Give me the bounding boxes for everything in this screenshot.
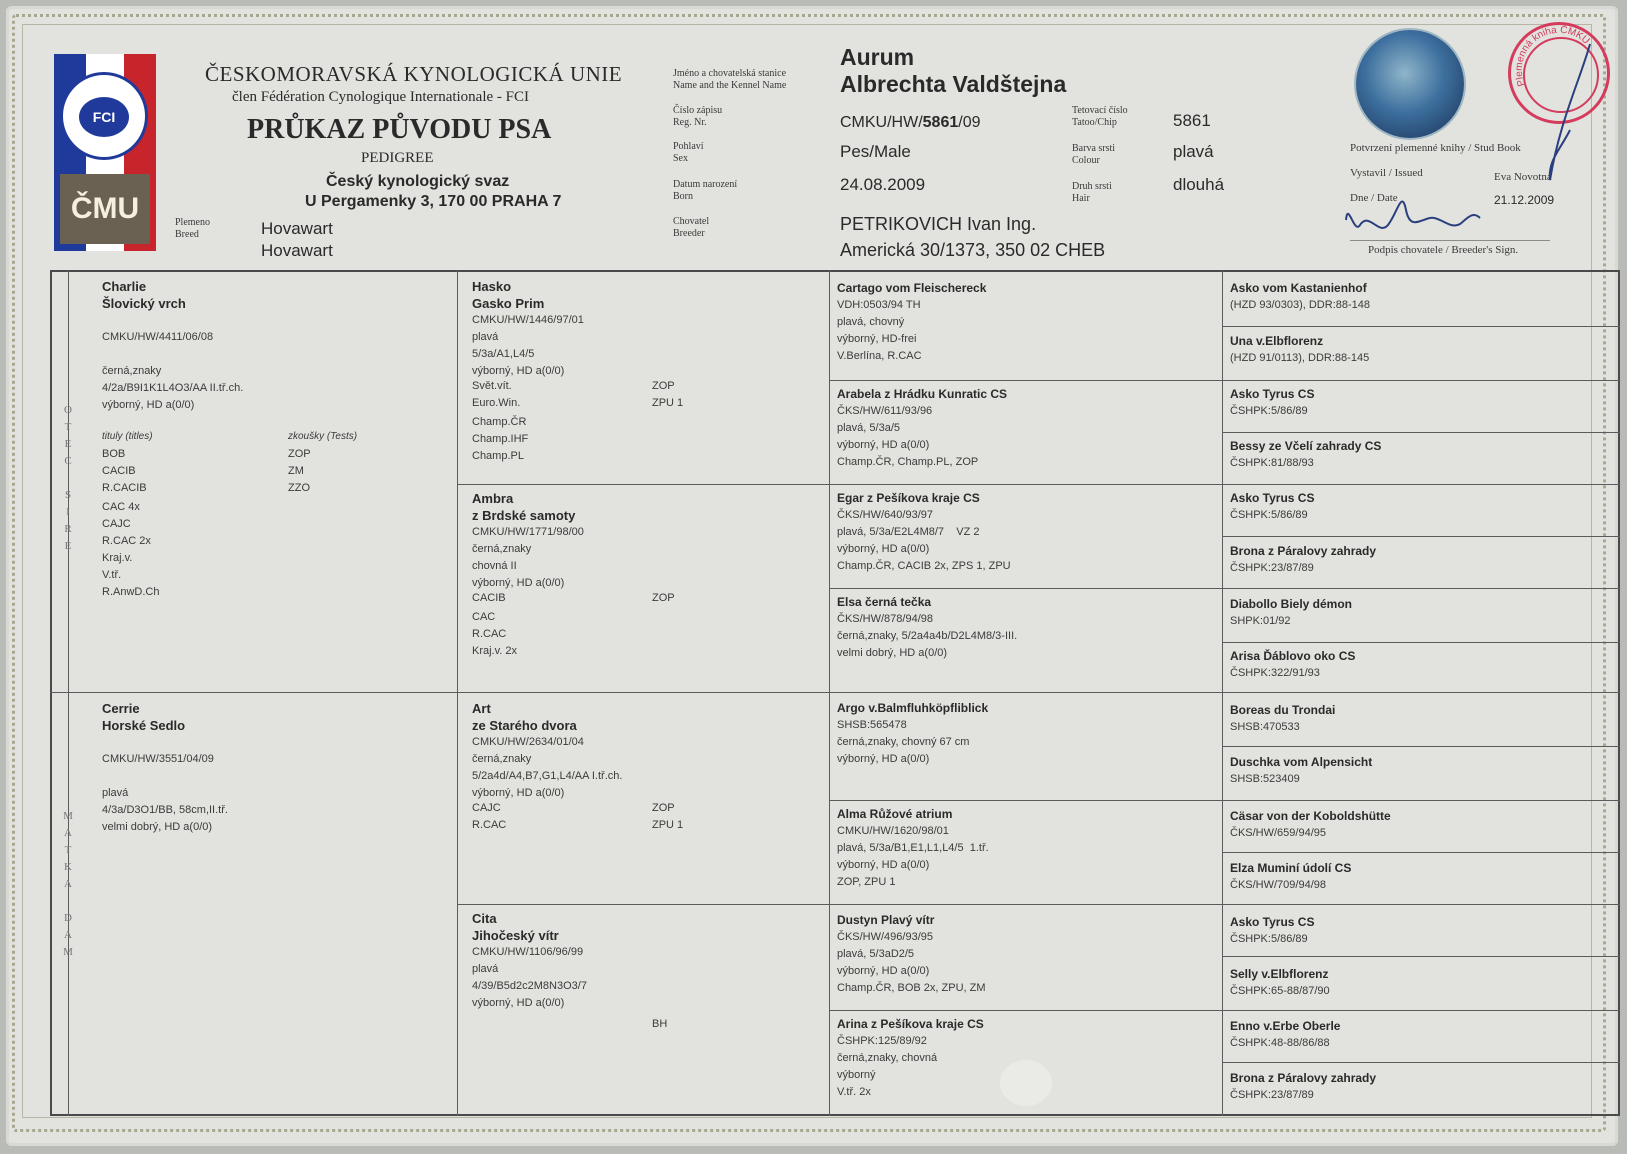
grandparent-line: CMKU/HW/1446/97/01 [472, 314, 584, 326]
dam-letter: K [64, 861, 72, 873]
dam-side-label [60, 808, 76, 961]
great-grandparent-name: Dustyn Plavý vítr [837, 913, 935, 927]
gen4-line: ČSHPK:65-88/87/90 [1230, 985, 1330, 997]
great-grandparent-line: černá,znaky, chovná [837, 1052, 938, 1064]
signature-label: Podpis chovatele / Breeder's Sign. [1368, 244, 1519, 256]
great-grandparent-cell [837, 490, 1217, 575]
title-item: CACIB [102, 465, 136, 477]
breeder-address: Americká 30/1373, 350 02 CHEB [840, 240, 1106, 260]
dog-name-line1: Aurum [840, 44, 915, 70]
great-grandparent-line: ČSHPK:125/89/92 [837, 1035, 927, 1047]
dam-letter: T [64, 844, 72, 856]
spacer [102, 768, 452, 785]
sire-reg: CMKU/HW/4411/06/08 [102, 331, 214, 343]
breed-label-en: Breed [175, 229, 199, 240]
gen4-name: Asko Tyrus CS [1230, 491, 1315, 505]
table-row-divider [829, 588, 1620, 589]
sex-label-en: Sex [673, 153, 688, 164]
gen4-cell [1230, 280, 1370, 314]
tattoo-value: 5861 [1173, 111, 1211, 130]
gen4-cell [1230, 438, 1381, 472]
breeder-name: PETRIKOVICH Ivan Ing. [840, 214, 1037, 234]
grandparent-kennel: Gasko Prim [472, 296, 545, 311]
great-grandparent-line: výborný, HD a(0/0) [837, 859, 930, 871]
great-grandparent-line: ČKS/HW/611/93/96 [837, 405, 933, 417]
sire-side-label [60, 402, 76, 555]
sire-letter: E [64, 438, 72, 450]
gen4-name: Asko Tyrus CS [1230, 915, 1315, 929]
dam-letter: M [63, 946, 73, 958]
table-row-divider [50, 692, 1620, 693]
dam-cell [102, 700, 452, 836]
grandparent-line: CMKU/HW/1106/96/99 [472, 946, 584, 958]
great-grandparent-name: Alma Růžové atrium [837, 807, 953, 821]
great-grandparent-line: Champ.ČR, Champ.PL, ZOP [837, 456, 979, 468]
gen4-name: Selly v.Elbflorenz [1230, 967, 1329, 981]
sire-letter: E [64, 540, 72, 552]
dam-letter: D [64, 912, 72, 924]
gen4-cell [1230, 914, 1314, 948]
great-grandparent-line: V.Berlína, R.CAC [837, 350, 922, 362]
grandparent-cell [472, 910, 822, 1035]
gen4-cell [1230, 702, 1335, 736]
great-grandparent-line: výborný, HD-frei [837, 333, 917, 345]
dam-letter-gap [60, 893, 76, 910]
tests-header: zkoušky (Tests) [288, 431, 358, 442]
gen4-name: Diabollo Biely démon [1230, 597, 1353, 611]
title-item: Champ.PL [472, 450, 524, 462]
title-item: CAC 4x [102, 501, 140, 513]
great-grandparent-line: ZOP, ZPU 1 [837, 876, 896, 888]
gen4-line: SHSB:523409 [1230, 773, 1300, 785]
great-grandparent-line: CMKU/HW/1620/98/01 [837, 825, 949, 837]
org-member: člen Fédération Cynologique Internationale - FCI [232, 89, 530, 105]
grandparent-line: výborný, HD a(0/0) [472, 787, 565, 799]
table-col-divider [1222, 270, 1223, 1116]
test-item: ZM [288, 465, 304, 477]
tattoo-label-cz: Tetovací číslo [1072, 105, 1128, 116]
gen4-cell [1230, 333, 1369, 367]
reg-suffix: /09 [958, 114, 981, 131]
great-grandparent-line: plavá, 5/3a/5 [837, 422, 900, 434]
doc-subtitle: PEDIGREE [361, 150, 434, 166]
grandparent-line: výborný, HD a(0/0) [472, 365, 565, 377]
sire-letter: S [64, 489, 72, 501]
breed-label-cz: Plemeno [175, 217, 210, 228]
title-item: Euro.Win. [472, 397, 521, 409]
grandparent-name: Hasko [472, 279, 512, 294]
issued-label: Vystavil / Issued [1350, 167, 1423, 179]
great-grandparent-line: ČKS/HW/878/94/98 [837, 613, 933, 625]
great-grandparent-line: výborný [837, 1069, 876, 1081]
sire-letter: O [64, 404, 72, 416]
association-name: Český kynologický svaz [326, 173, 510, 190]
gen4-cell [1230, 596, 1352, 630]
grandparent-line: černá,znaky [472, 753, 532, 765]
title-row [472, 1018, 822, 1035]
gen4-line: ČSHPK:81/88/93 [1230, 457, 1314, 469]
test-item: ZPU 1 [652, 819, 684, 831]
reg-label-cz: Číslo zápisu [673, 105, 723, 116]
breeder-signature-icon [1340, 180, 1500, 260]
issued-by: Eva Novotná [1494, 171, 1552, 183]
sire-line: 4/2a/B9I1K1L4O3/AA II.tř.ch. [102, 382, 244, 394]
gen4-line: ČSHPK:5/86/89 [1230, 509, 1308, 521]
great-grandparent-line: Champ.ČR, BOB 2x, ZPU, ZM [837, 982, 986, 994]
great-grandparent-line: V.tř. 2x [837, 1086, 871, 1098]
title-row [472, 802, 822, 819]
great-grandparent-line: výborný, HD a(0/0) [837, 543, 930, 555]
dam-line: plavá [102, 787, 129, 799]
title-item: Kraj.v. [102, 552, 133, 564]
great-grandparent-line: ČKS/HW/496/93/95 [837, 931, 933, 943]
great-grandparent-line: plavá, 5/3a/E2L4M8/7 VZ 2 [837, 526, 980, 538]
stamp-text: Plemenná kniha ČMKU [1513, 25, 1592, 88]
title-row [102, 448, 452, 465]
title-item: CAJC [102, 518, 131, 530]
table-row-divider [1222, 536, 1620, 537]
sire-cell [102, 278, 452, 601]
title-row [472, 380, 822, 397]
title-item: CACIB [472, 592, 506, 604]
great-grandparent-line: plavá, 5/3aD2/5 [837, 948, 915, 960]
great-grandparent-line: VDH:0503/94 TH [837, 299, 921, 311]
great-grandparent-line: výborný, HD a(0/0) [837, 439, 930, 451]
gen4-name: Enno v.Erbe Oberle [1230, 1019, 1341, 1033]
great-grandparent-cell [837, 594, 1217, 662]
breed-value-en: Hovawart [261, 241, 333, 260]
hair-value: dlouhá [1173, 175, 1225, 194]
table-row-divider [1222, 642, 1620, 643]
great-grandparent-line: ČKS/HW/640/93/97 [837, 509, 933, 521]
table-col-divider [457, 270, 458, 1116]
stud-book-title: Potvrzení plemenné knihy / Stud Book [1350, 142, 1521, 154]
sire-letter: C [64, 455, 72, 467]
dam-kennel: Horské Sedlo [102, 718, 186, 733]
gen4-name: Asko vom Kastanienhof [1230, 281, 1367, 295]
hologram-seal-icon [1356, 30, 1464, 138]
sire-letter: R [64, 523, 72, 535]
breeder-label-cz: Chovatel [673, 216, 710, 227]
great-grandparent-cell [837, 280, 1217, 365]
spacer [102, 414, 452, 431]
dam-line: velmi dobrý, HD a(0/0) [102, 821, 213, 833]
born-label-cz: Datum narození [673, 179, 738, 190]
grandparent-line: plavá [472, 963, 499, 975]
sire-name: Charlie [102, 279, 147, 294]
born-label-en: Born [673, 191, 693, 202]
great-grandparent-line: velmi dobrý, HD a(0/0) [837, 647, 948, 659]
grandparent-line: 4/39/B5d2c2M8N3O3/7 [472, 980, 587, 992]
title-item: R.AnwD.Ch [102, 586, 160, 598]
great-grandparent-name: Cartago vom Fleischereck [837, 281, 987, 295]
colour-label-cz: Barva srsti [1072, 143, 1116, 154]
title-item: Kraj.v. 2x [472, 645, 518, 657]
table-col-divider [68, 270, 69, 1116]
sex-value: Pes/Male [840, 142, 911, 161]
gen4-name: Una v.Elbflorenz [1230, 334, 1324, 348]
grandparent-line: chovná II [472, 560, 517, 572]
table-row-divider [829, 380, 1620, 381]
sire-letter: I [66, 506, 70, 518]
title-row [102, 482, 452, 499]
great-grandparent-cell [837, 912, 1217, 997]
grandparent-line: výborný, HD a(0/0) [472, 577, 565, 589]
breeder-label-en: Breeder [673, 228, 705, 239]
title-row [102, 465, 452, 482]
table-row-divider [1222, 746, 1620, 747]
test-item: ZOP [652, 380, 675, 392]
reg-number [840, 114, 981, 132]
date-value: 21.12.2009 [1494, 193, 1555, 207]
title-row [472, 592, 822, 609]
dam-reg: CMKU/HW/3551/04/09 [102, 753, 214, 765]
gen4-cell [1230, 543, 1376, 577]
table-row-divider [1222, 432, 1620, 433]
great-grandparent-line: výborný, HD a(0/0) [837, 965, 930, 977]
great-grandparent-line: černá,znaky, chovný 67 cm [837, 736, 970, 748]
cmu-fci-logo [54, 54, 156, 251]
gen4-name: Boreas du Trondai [1230, 703, 1336, 717]
gen4-cell [1230, 808, 1391, 842]
sex-label-cz: Pohlaví [673, 141, 704, 152]
title-item: Champ.ČR [472, 416, 527, 428]
test-item: ZOP [288, 448, 311, 460]
great-grandparent-line: SHSB:565478 [837, 719, 907, 731]
table-row-divider [1222, 326, 1620, 327]
gen4-name: Bessy ze Včelí zahrady CS [1230, 439, 1382, 453]
reg-label-en: Reg. Nr. [673, 117, 707, 128]
dam-letter: M [63, 810, 73, 822]
gen4-cell [1230, 490, 1314, 524]
spacer [102, 346, 452, 363]
grandparent-line: černá,znaky [472, 543, 532, 555]
gen4-line: ČSHPK:5/86/89 [1230, 933, 1308, 945]
grandparent-cell [472, 278, 822, 465]
title-row [472, 397, 822, 414]
dog-name-line2: Albrechta Valdštejna [840, 71, 1067, 97]
great-grandparent-name: Arabela z Hrádku Kunratic CS [837, 387, 1008, 401]
title-item: Svět.vít. [472, 380, 512, 392]
gen4-line: (HZD 93/0303), DDR:88-148 [1230, 299, 1371, 311]
great-grandparent-cell [837, 386, 1217, 471]
title-item: R.CAC [472, 628, 507, 640]
grandparent-kennel: Jihočeský vítr [472, 928, 559, 943]
grandparent-line: 5/2a4d/A4,B7,G1,L4/AA I.tř.ch. [472, 770, 623, 782]
great-grandparent-line: plavá, 5/3a/B1,E1,L1,L4/5 1.tř. [837, 842, 989, 854]
gen4-name: Brona z Páralovy zahrady [1230, 544, 1377, 558]
gen4-line: ČSHPK:23/87/89 [1230, 562, 1314, 574]
sire-letter: T [64, 421, 72, 433]
test-item: ZOP [652, 802, 675, 814]
title-item: R.CACIB [102, 482, 147, 494]
titles-header: tituly (titles) [102, 431, 153, 442]
great-grandparent-line: výborný, HD a(0/0) [837, 753, 930, 765]
dam-name: Cerrie [102, 701, 140, 716]
title-item: CAC [472, 611, 496, 623]
test-item: ZZO [288, 482, 310, 494]
gen4-line: ČKS/HW/709/94/98 [1230, 879, 1326, 891]
dam-letter: A [64, 929, 72, 941]
title-item: BOB [102, 448, 126, 460]
born-value: 24.08.2009 [840, 175, 926, 194]
great-grandparent-line: plavá, chovný [837, 316, 905, 328]
grandparent-line: výborný, HD a(0/0) [472, 997, 565, 1009]
name-label-cz: Jméno a chovatelská stanice [673, 68, 787, 79]
reg-number-bold: 5861 [922, 114, 959, 131]
gen4-cell [1230, 966, 1330, 1000]
gen4-name: Asko Tyrus CS [1230, 387, 1315, 401]
sire-line: černá,znaky [102, 365, 162, 377]
doc-title: PRŮKAZ PŮVODU PSA [247, 114, 552, 145]
great-grandparent-line: Champ.ČR, CACIB 2x, ZPS 1, ZPU [837, 560, 1011, 572]
title-item: R.CAC [472, 819, 507, 831]
gen4-cell [1230, 1018, 1340, 1052]
great-grandparent-name: Arina z Pešíkova kraje CS [837, 1017, 984, 1031]
grandparent-line: 5/3a/A1,L4/5 [472, 348, 535, 360]
table-row-divider [1222, 1062, 1620, 1063]
colour-label-en: Colour [1072, 155, 1100, 166]
table-row-divider [457, 904, 1620, 905]
grandparent-line: CMKU/HW/1771/98/00 [472, 526, 584, 538]
title-item: Champ.IHF [472, 433, 529, 445]
gen4-cell [1230, 648, 1355, 682]
gen4-name: Elza Muminí údolí CS [1230, 861, 1352, 875]
gen4-line: SHSB:470533 [1230, 721, 1300, 733]
table-col-divider [829, 270, 830, 1116]
table-row-divider [1222, 956, 1620, 957]
gen4-line: ČSHPK:23/87/89 [1230, 1089, 1314, 1101]
fci-emblem [60, 72, 148, 160]
dam-letter: A [64, 827, 72, 839]
table-row-divider [457, 484, 1620, 485]
gen4-line: ČSHPK:5/86/89 [1230, 405, 1308, 417]
gen4-line: ČSHPK:322/91/93 [1230, 667, 1320, 679]
dam-letter: A [64, 878, 72, 890]
great-grandparent-cell [837, 806, 1217, 891]
grandparent-line: plavá [472, 331, 499, 343]
gen4-name: Cäsar von der Koboldshütte [1230, 809, 1391, 823]
dam-line: 4/3a/D3O1/BB, 58cm,II.tř. [102, 804, 228, 816]
hair-label-en: Hair [1072, 193, 1090, 204]
test-item: BH [652, 1018, 668, 1030]
fci-globe-icon: FCI [79, 97, 129, 137]
reg-prefix: CMKU/HW/ [840, 114, 923, 131]
grandparent-cell [472, 490, 822, 660]
sire-line: výborný, HD a(0/0) [102, 399, 195, 411]
titles-tests-header [102, 431, 452, 448]
great-grandparent-name: Elsa černá tečka [837, 595, 932, 609]
grandparent-line: CMKU/HW/2634/01/04 [472, 736, 584, 748]
great-grandparent-name: Egar z Pešíkova kraje CS [837, 491, 980, 505]
title-item: R.CAC 2x [102, 535, 151, 547]
colour-value: plavá [1173, 142, 1214, 161]
sire-letter-gap [60, 470, 76, 487]
title-item: V.tř. [102, 569, 122, 581]
gen4-cell [1230, 1070, 1376, 1104]
grandparent-kennel: ze Starého dvora [472, 718, 577, 733]
grandparent-name: Cita [472, 911, 497, 926]
test-item: ZOP [652, 592, 675, 604]
great-grandparent-cell [837, 700, 1217, 768]
cmu-emblem: ČMU [60, 174, 150, 244]
great-grandparent-line: černá,znaky, 5/2a4a4b/D2L4M8/3-III. [837, 630, 1018, 642]
great-grandparent-name: Argo v.Balmfluhköpfliblick [837, 701, 989, 715]
gen4-line: ČSHPK:48-88/86/88 [1230, 1037, 1330, 1049]
association-address: U Pergamenky 3, 170 00 PRAHA 7 [305, 193, 562, 210]
title-item: CAJC [472, 802, 501, 814]
title-row [472, 819, 822, 836]
table-row-divider [829, 1010, 1620, 1011]
gen4-line: SHPK:01/92 [1230, 615, 1291, 627]
date-label: Dne / Date [1350, 192, 1398, 204]
gen4-name: Duschka vom Alpensicht [1230, 755, 1373, 769]
name-label-en: Name and the Kennel Name [673, 80, 787, 91]
gen4-cell [1230, 860, 1351, 894]
table-row-divider [829, 800, 1620, 801]
grandparent-cell [472, 700, 822, 836]
org-name: ČESKOMORAVSKÁ KYNOLOGICKÁ UNIE [205, 62, 623, 86]
gen4-line: ČKS/HW/659/94/95 [1230, 827, 1326, 839]
test-item: ZPU 1 [652, 397, 684, 409]
grandparent-name: Ambra [472, 491, 514, 506]
grandparent-name: Art [472, 701, 491, 716]
hair-label-cz: Druh srsti [1072, 181, 1112, 192]
gen4-name: Brona z Páralovy zahrady [1230, 1071, 1377, 1085]
grandparent-kennel: z Brdské samoty [472, 508, 576, 523]
issuer-signature-icon [1520, 40, 1600, 190]
gen4-cell [1230, 754, 1372, 788]
breed-value: Hovawart [261, 219, 333, 238]
paper-glare [1000, 1060, 1052, 1106]
gen4-line: (HZD 91/0113), DDR:88-145 [1230, 352, 1370, 364]
gen4-name: Arisa Ďáblovo oko CS [1230, 649, 1356, 663]
sire-kennel: Šlovický vrch [102, 296, 186, 311]
table-row-divider [1222, 852, 1620, 853]
gen4-cell [1230, 386, 1314, 420]
tattoo-label-en: Tatoo/Chip [1072, 117, 1117, 128]
